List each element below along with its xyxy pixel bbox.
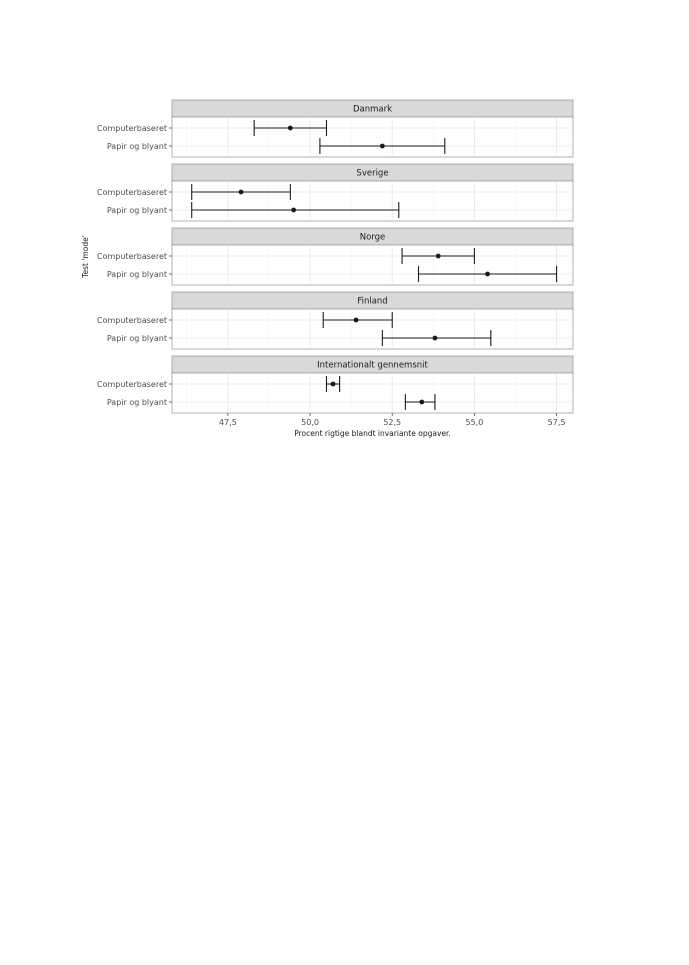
x-tick-label: 47,5 — [218, 418, 237, 427]
facet-panel — [172, 117, 573, 157]
category-label: Computerbaseret — [96, 252, 167, 261]
point-estimate — [485, 272, 490, 277]
facet-strip-label: Internationalt gennemsnit — [317, 360, 428, 371]
point-estimate — [288, 126, 293, 131]
point-estimate — [331, 382, 336, 387]
facet-strip-label: Norge — [359, 232, 386, 243]
facet-4 — [97, 356, 573, 413]
x-axis — [219, 413, 566, 427]
point-estimate — [380, 144, 385, 149]
category-label: Papir og blyant — [106, 334, 167, 343]
facet-1 — [97, 164, 573, 221]
facet-panel — [172, 373, 573, 413]
facet-3 — [97, 292, 573, 349]
point-estimate — [239, 190, 244, 195]
category-label: Papir og blyant — [106, 398, 167, 407]
category-label: Computerbaseret — [96, 380, 167, 389]
category-label: Computerbaseret — [96, 124, 167, 133]
point-estimate — [419, 400, 424, 405]
x-tick-label: 52,5 — [383, 418, 402, 427]
facet-strip-label: Danmark — [352, 104, 393, 115]
facet-panel — [172, 181, 573, 221]
category-label: Computerbaseret — [96, 316, 167, 325]
x-tick-label: 50,0 — [301, 418, 319, 427]
category-label: Computerbaseret — [96, 188, 167, 197]
facet-panel — [172, 309, 573, 349]
category-label: Papir og blyant — [106, 206, 167, 215]
point-estimate — [433, 336, 438, 341]
point-estimate — [354, 318, 359, 323]
point-estimate — [436, 254, 441, 259]
facet-2 — [97, 228, 573, 285]
x-axis-title: Procent rigtige blandt invariante opgaver. — [294, 429, 451, 438]
facet-0 — [97, 100, 573, 157]
y-axis-title: Test 'mode' — [81, 235, 90, 278]
facet-strip-label: Sverige — [356, 168, 389, 179]
category-label: Papir og blyant — [106, 270, 167, 279]
x-tick-label: 55,0 — [465, 418, 484, 427]
facet-strip-label: Finland — [357, 296, 388, 307]
x-tick-label: 57,5 — [547, 418, 566, 427]
point-estimate — [291, 208, 296, 213]
facet-panel — [172, 245, 573, 285]
category-label: Papir og blyant — [106, 142, 167, 151]
chart-panels — [97, 100, 573, 413]
